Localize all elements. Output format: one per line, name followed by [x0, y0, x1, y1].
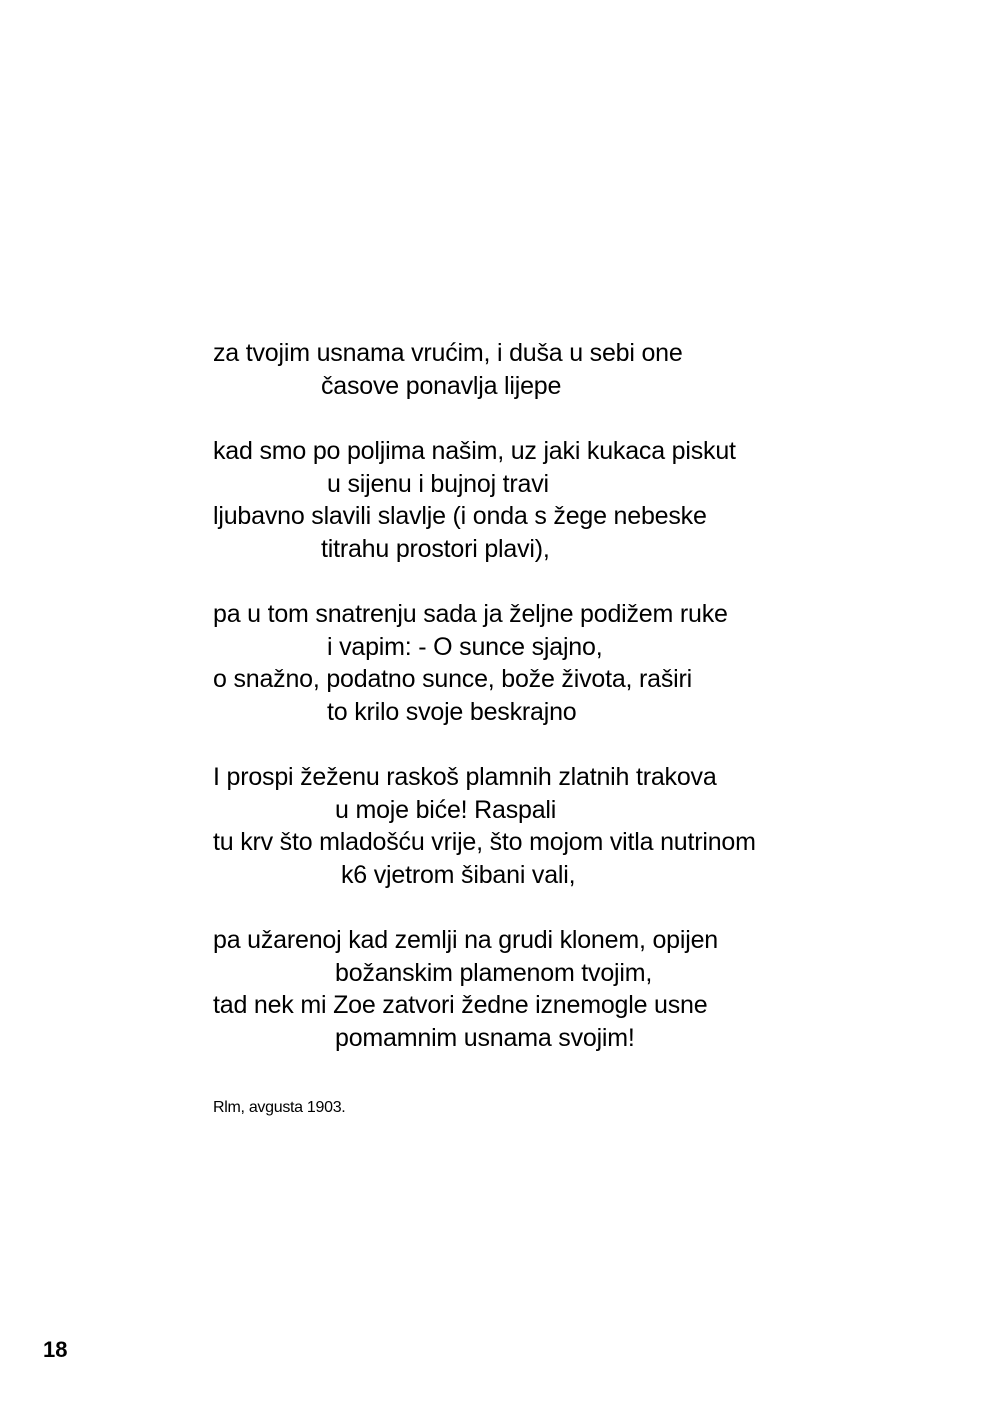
- poem-line: pa u tom snatrenju sada ja željne podižem ruke: [213, 600, 728, 628]
- poem-line: to krilo svoje beskrajno: [327, 697, 577, 726]
- page-number: 18: [43, 1337, 68, 1362]
- poem-line: o snažno, podatno sunce, bože života, raširi: [213, 665, 692, 693]
- poem-line: u sijenu i bujnoj travi: [327, 469, 549, 498]
- poem-line: za tvojim usnama vrućim, i duša u sebi one: [213, 339, 683, 367]
- stanza-5: [213, 924, 913, 1054]
- poem-line: kad smo po poljima našim, uz jaki kukaca piskut: [213, 437, 736, 465]
- poem-line: k6 vjetrom šibani vali,: [341, 860, 576, 889]
- poem-line: pa užarenoj kad zemlji na grudi klonem, opijen: [213, 926, 718, 954]
- poem-line: časove ponavlja lijepe: [321, 371, 562, 400]
- poem-body: [213, 337, 913, 1087]
- stanza-2: [213, 435, 913, 565]
- poem-line: tad nek mi Zoe zatvori žedne iznemogle usne: [213, 991, 708, 1019]
- poem-line: božanskim plamenom tvojim,: [335, 958, 653, 987]
- poem-line: titrahu prostori plavi),: [321, 534, 550, 563]
- stanza-3: [213, 598, 913, 728]
- poem-line: tu krv što mladošću vrije, što mojom vitla nutrinom: [213, 828, 756, 856]
- poem-line: I prospi žeženu raskoš plamnih zlatnih trakova: [213, 763, 717, 791]
- poem-line: pomamnim usnama svojim!: [335, 1023, 635, 1052]
- poem-line: u moje biće! Raspali: [335, 795, 557, 824]
- poem-line: i vapim: - O sunce sjajno,: [327, 632, 603, 661]
- stanza-4: [213, 761, 913, 891]
- place-date-signature: Rlm, avgusta 1903.: [213, 1099, 346, 1116]
- stanza-1: [213, 337, 913, 402]
- poem-line: ljubavno slavili slavlje (i onda s žege nebeske: [213, 502, 707, 530]
